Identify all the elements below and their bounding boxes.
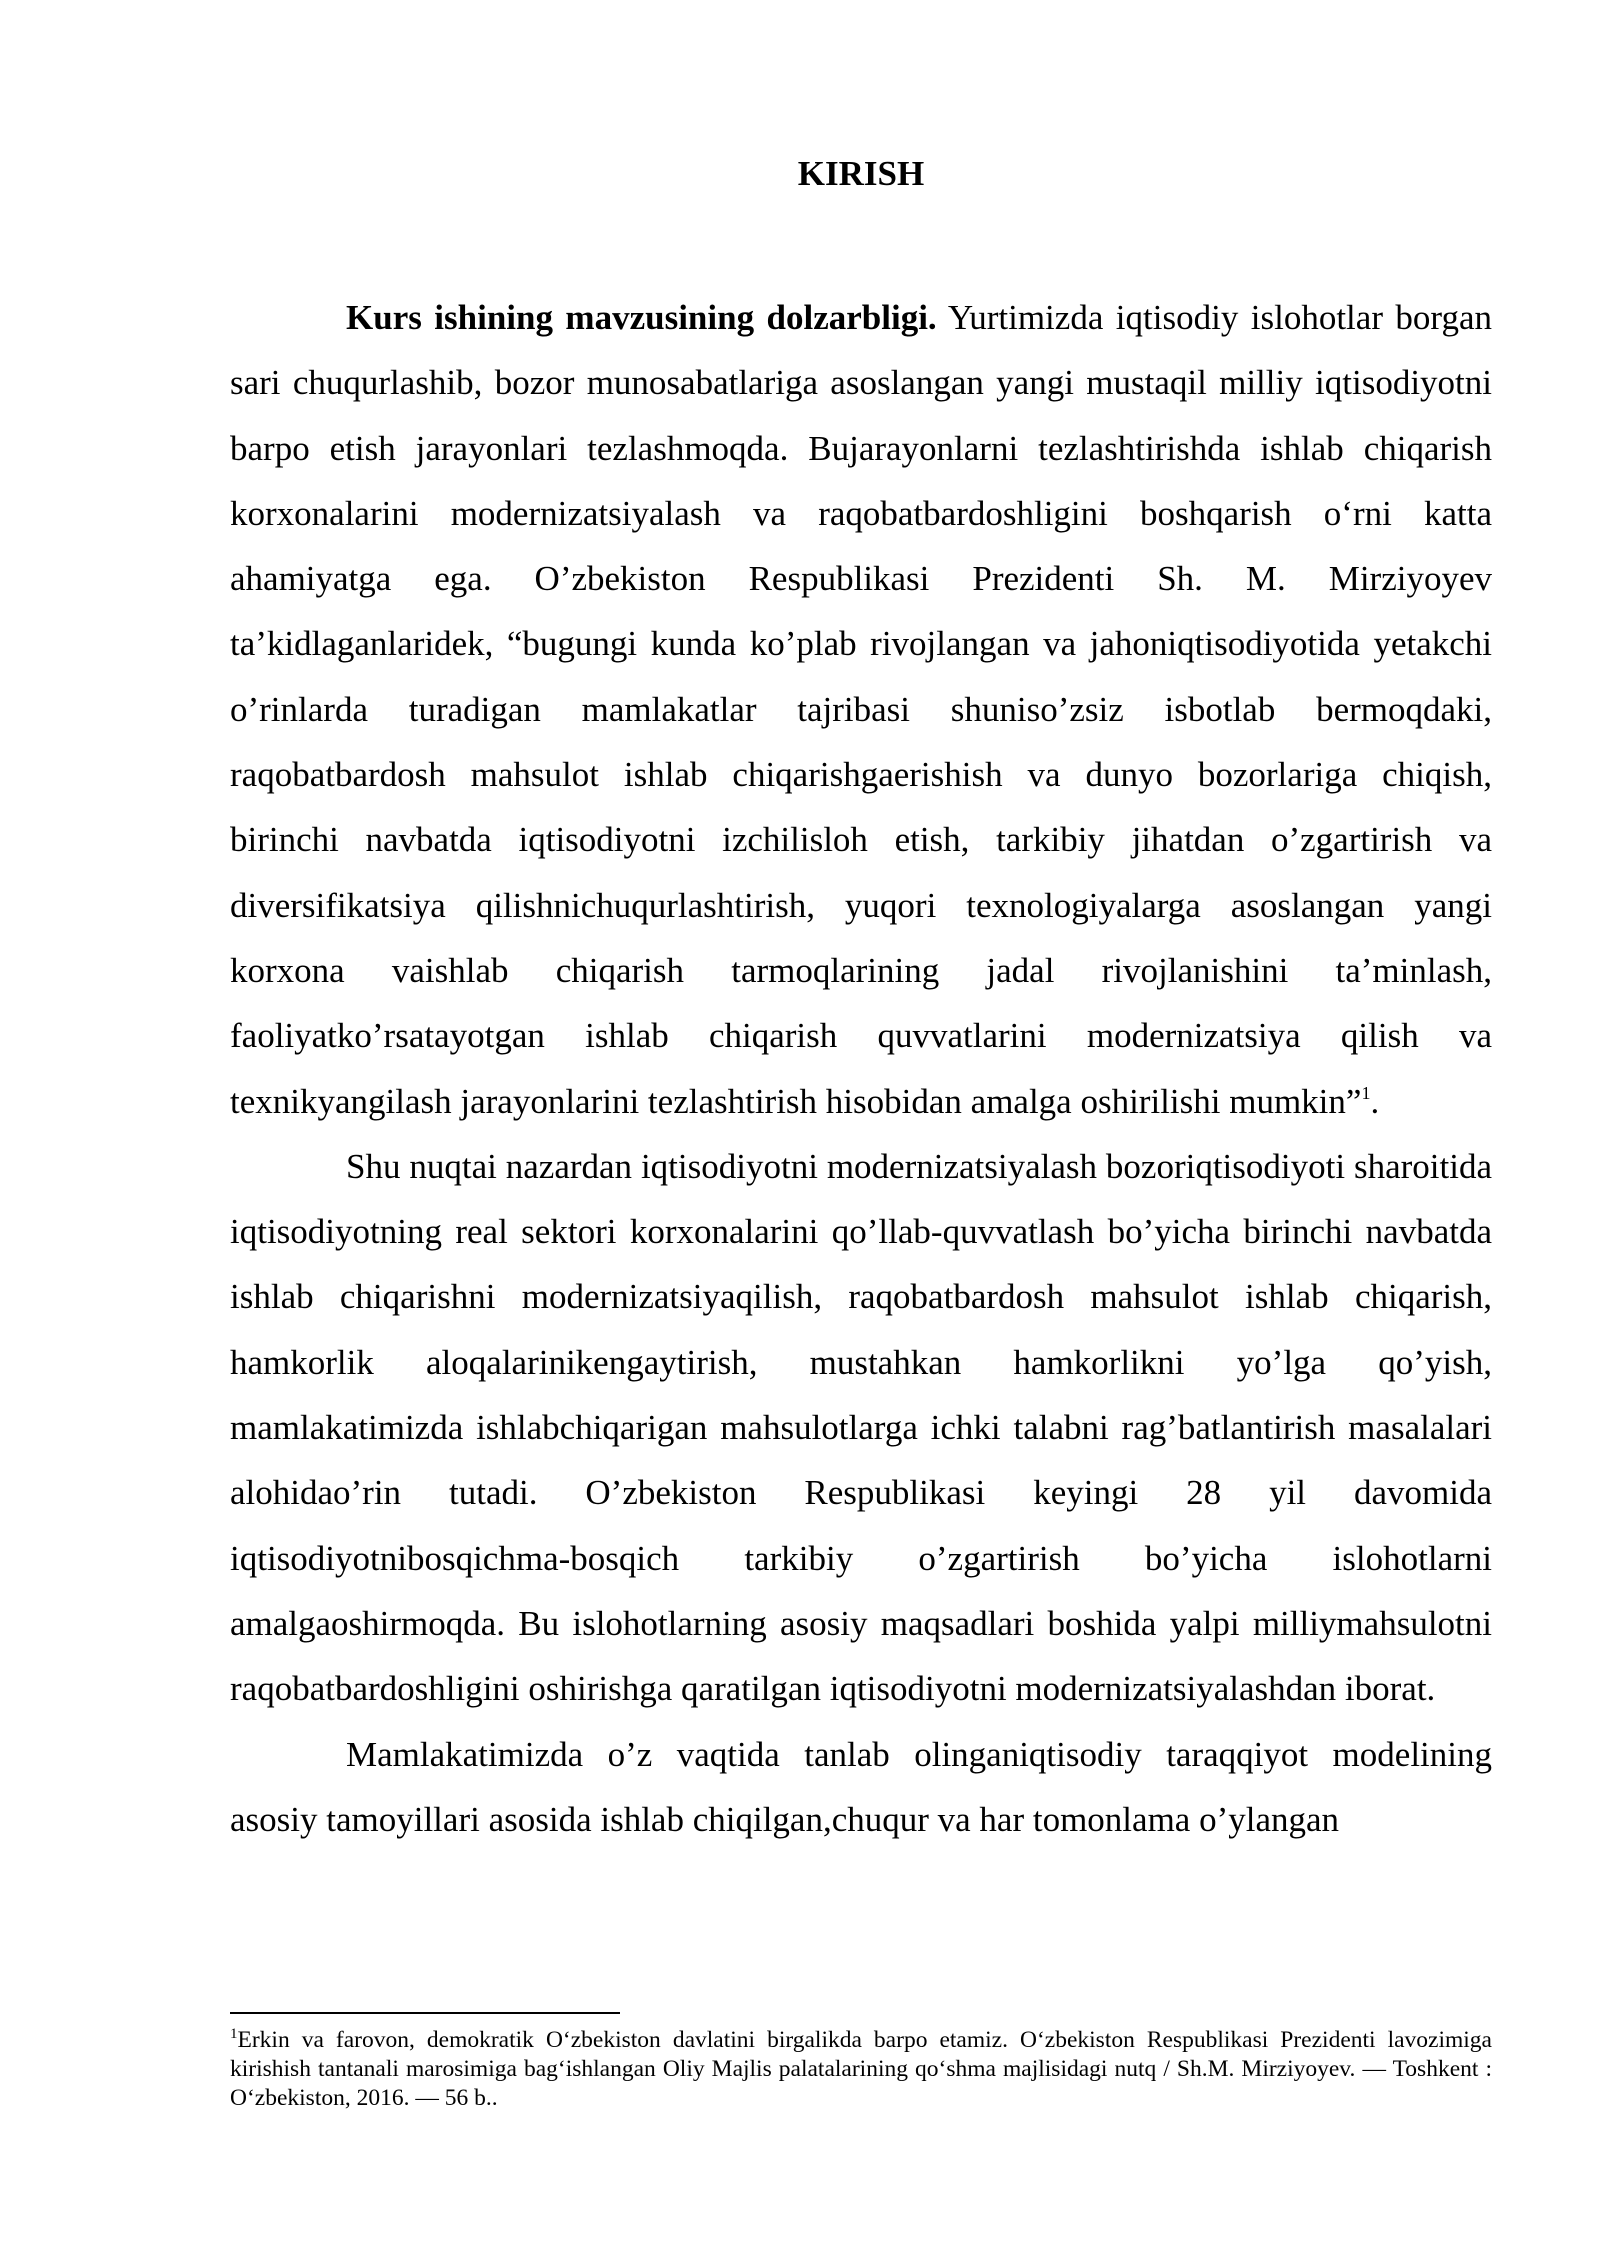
paragraph-relevance — [230, 285, 1492, 1134]
footnote — [230, 2026, 1492, 2113]
paragraph-modernization: Shu nuqtai nazardan iqtisodiyotni modernizatsiyalash bozoriqtisodiyoti sharoitida iqtisodiyotning real sektori korxonalarini qo’llab-quvvatlash bo’yicha birinchi navbatda ishlab chiqarishni modernizatsiyaqilish, raqobatbardosh mahsulot ishlab chiqarish, hamkorlik aloqalarinikengaytirish, mustahkan hamkorlikni yo’lga qo’yish, mamlakatimizda ishlabchiqarigan mahsulotlarga ichki talabni rag’batlantirish masalalari alohidao’rin tutadi. O’zbekiston Respublikasi keyingi 28 yil davomida iqtisodiyotnibosqichma-bosqich tarkibiy o’zgartirish bo’yicha islohotlarni amalgaoshirmoqda. Bu islohotlarning asosiy maqsadlari boshida yalpi milliymahsulotni raqobatbardoshligini oshirishga qaratilgan iqtisodiyotni modernizatsiyalashdan iborat. — [230, 1146, 1492, 1709]
paragraph-text: Yurtimizda iqtisodiy islohotlar borgan sari chuqurlashib, bozor munosabatlariga asoslangan yangi mustaqil milliy iqtisodiyotni barpo etish jarayonlari tezlashmoqda. Bujarayonlarni tezlashtirishda ishlab chiqarish korxonalarini modernizatsiyalash va raqobatbardoshligini boshqarish o‘rni katta ahamiyatga ega. O’zbekiston Respublikasi Prezidenti Sh. M. Mirziyoyev ta’kidlaganlaridek, “bugungi kunda ko’plab rivojlangan va jahoniqtisodiyotida yetakchi o’rinlarda turadigan mamlakatlar tajribasi shuniso’zsiz isbotlab bermoqdaki, raqobatbardosh mahsulot ishlab chiqarishgaerishish va dunyo bozorlariga chiqish, birinchi navbatda iqtisodiyotni izchilisloh etish, tarkibiy jihatdan o’zgartirish va diversifikatsiya qilishnichuqurlashtirish, yuqori texnologiyalarga asoslangan yangi korxona vaishlab chiqarish tarmoqlarining jadal rivojlanishini ta’minlash, faoliyatko’rsatayotgan ishlab chiqarish quvvatlarini modernizatsiya qilish va texnikyangilash jarayonlarini tezlashtirish hisobidan amalga oshirilishi mumkin” — [230, 298, 1492, 1121]
footnote-number: 1 — [230, 2026, 238, 2042]
footnote-text: Erkin va farovon, demokratik O‘zbekiston davlatini birgalikda barpo etamiz. O‘zbekiston Respublikasi Prezidenti lavozimiga kirishish tantanali marosimiga bag‘ishlangan Oliy Majlis palatalarining qo‘shma majlisidagi nutq / Sh.M. Mirziyoyev. — Toshkent : O‘zbekiston, 2016. — 56 b.. — [230, 2027, 1492, 2111]
paragraph-lead-heading: Kurs ishining mavzusining dolzarbligi. — [346, 298, 937, 337]
body-text — [230, 285, 1492, 1852]
paragraph-model: Mamlakatimizda o’z vaqtida tanlab olinganiqtisodiy taraqqiyot modelining asosiy tamoyillari asosida ishlab chiqilgan,chuqur va har tomonlama o’ylangan — [230, 1734, 1492, 1839]
footnote-reference[interactable]: 1 — [1361, 1082, 1371, 1103]
paragraph-tail: . — [1370, 1081, 1380, 1121]
footnote-separator — [230, 2012, 620, 2014]
page-title: KIRISH — [797, 154, 925, 193]
